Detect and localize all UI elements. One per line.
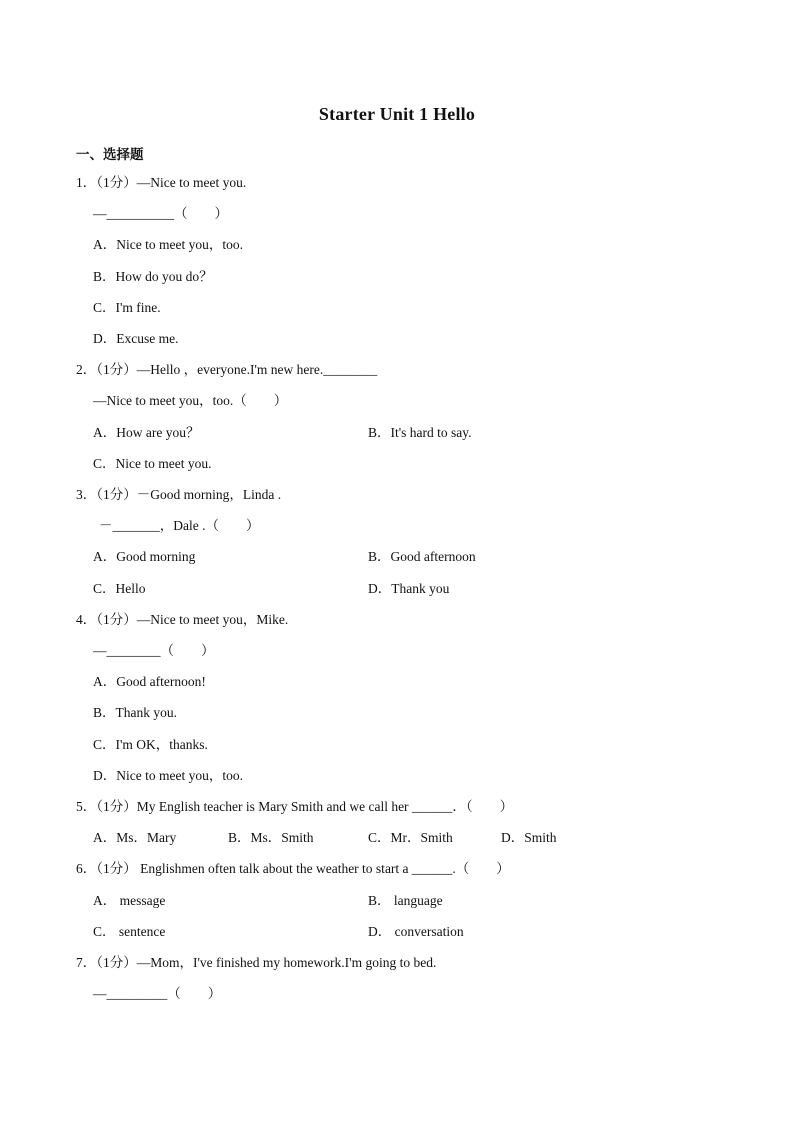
question-1-option-a: A．Nice to meet you，too. [93, 237, 243, 252]
page-title: Starter Unit 1 Hello [318, 104, 476, 124]
question-6-option-d: D． conversation [368, 924, 464, 939]
section-heading: 一、选择题 [76, 147, 144, 162]
question-3-blank: －_______，Dale .（ ） [99, 518, 260, 533]
question-2-option-a: A．How are you？ [93, 425, 200, 440]
question-5-option-c: C．Mr．Smith [368, 830, 453, 845]
question-6-option-a: A． message [93, 893, 166, 908]
question-4-option-b: B．Thank you. [93, 705, 177, 720]
question-1-option-d: D．Excuse me. [93, 331, 179, 346]
question-6-option-b: B． language [368, 893, 443, 908]
question-2-option-c: C．Nice to meet you. [93, 456, 212, 471]
question-3-option-a: A．Good morning [93, 549, 196, 564]
question-7-stem: 7．（1分）—Mom，I've finished my homework.I'm going to bed. [76, 955, 437, 970]
question-1-option-c: C．I'm fine. [93, 300, 161, 315]
question-4-option-a: A．Good afternoon! [93, 674, 206, 689]
question-5-option-a: A．Ms．Mary [93, 830, 177, 845]
question-2-option-b: B．It's hard to say. [368, 425, 472, 440]
question-5-option-d: D．Smith [501, 830, 557, 845]
question-3-option-b: B．Good afternoon [368, 549, 476, 564]
question-6-option-c: C． sentence [93, 924, 166, 939]
question-4-option-c: C．I'm OK，thanks. [93, 737, 208, 752]
question-4-blank: —________（ ） [93, 643, 215, 658]
question-2-blank: —Nice to meet you，too.（ ） [93, 393, 288, 408]
question-3-option-d: D．Thank you [368, 581, 450, 596]
question-5-stem: 5．（1分）My English teacher is Mary Smith and we call her ______．（ ） [76, 799, 514, 814]
question-2-stem: 2．（1分）—Hello ，everyone.I'm new here.________ [76, 362, 378, 377]
question-5-option-b: B．Ms．Smith [228, 830, 314, 845]
question-6-stem: 6．（1分） Englishmen often talk about the weather to start a ______.（ ） [76, 861, 510, 876]
question-3-stem: 3．（1分）－Good morning，Linda . [76, 487, 282, 502]
question-4-stem: 4．（1分）—Nice to meet you，Mike. [76, 612, 289, 627]
question-4-option-d: D．Nice to meet you，too. [93, 768, 243, 783]
question-1-stem: 1．（1分）—Nice to meet you. [76, 175, 247, 190]
question-1-option-b: B．How do you do？ [93, 269, 213, 284]
question-1-blank: —__________（ ） [93, 206, 228, 221]
question-7-blank: —_________（ ） [93, 986, 222, 1001]
question-3-option-c: C．Hello [93, 581, 146, 596]
